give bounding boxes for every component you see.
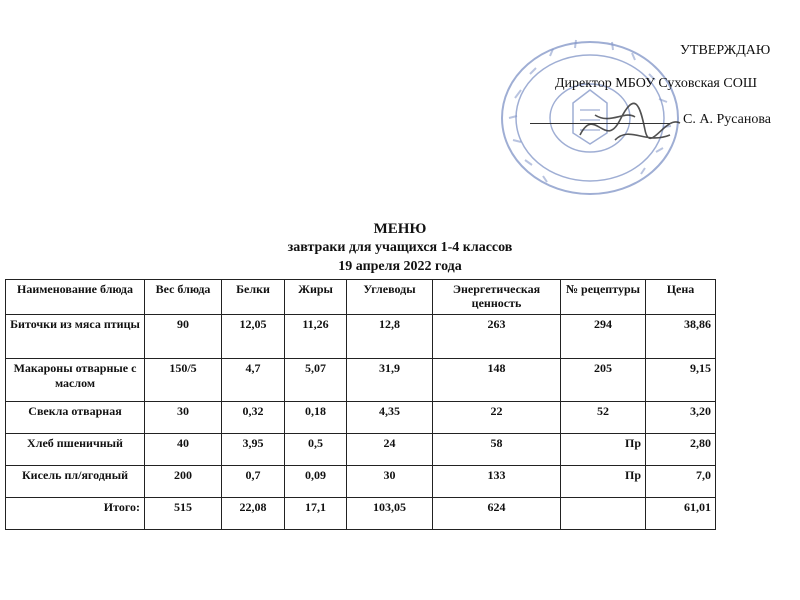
header-energy: Энергетическая ценность: [433, 280, 561, 315]
menu-table: [5, 279, 716, 530]
dish-weight: 200: [145, 466, 222, 498]
handwritten-signature: [575, 95, 685, 155]
header-fats: Жиры: [285, 280, 347, 315]
dish-fats: 11,26: [285, 315, 347, 359]
table-row: [6, 359, 716, 402]
approval-header: УТВЕРЖДАЮ: [680, 43, 771, 58]
dish-weight: 90: [145, 315, 222, 359]
dish-recipe-number: 294: [561, 315, 646, 359]
total-fats: 17,1: [285, 498, 347, 530]
dish-weight: 150/5: [145, 359, 222, 402]
dish-weight: 30: [145, 402, 222, 434]
dish-proteins: 0,7: [222, 466, 285, 498]
dish-price: 3,20: [646, 402, 716, 434]
dish-proteins: 3,95: [222, 434, 285, 466]
dish-price: 9,15: [646, 359, 716, 402]
dish-proteins: 12,05: [222, 315, 285, 359]
dish-price: 38,86: [646, 315, 716, 359]
total-weight: 515: [145, 498, 222, 530]
dish-recipe-number: Пр: [561, 434, 646, 466]
dish-fats: 0,09: [285, 466, 347, 498]
dish-proteins: 4,7: [222, 359, 285, 402]
header-recipe-number: № рецептуры: [561, 280, 646, 315]
table-row: [6, 466, 716, 498]
total-carbs: 103,05: [347, 498, 433, 530]
header-price: Цена: [646, 280, 716, 315]
dish-fats: 5,07: [285, 359, 347, 402]
dish-recipe-number: 52: [561, 402, 646, 434]
total-proteins: 22,08: [222, 498, 285, 530]
total-label: Итого:: [6, 498, 145, 530]
dish-energy: 22: [433, 402, 561, 434]
dish-name: Кисель пл/ягодный: [6, 466, 145, 498]
dish-recipe-number: Пр: [561, 466, 646, 498]
menu-title: МЕНЮ: [373, 221, 427, 237]
header-weight: Вес блюда: [145, 280, 222, 315]
dish-proteins: 0,32: [222, 402, 285, 434]
header-proteins: Белки: [222, 280, 285, 315]
total-recipe-number: [561, 498, 646, 530]
dish-name: Биточки из мяса птицы: [6, 315, 145, 359]
approval-position: Директор МБОУ Суховская СОШ: [555, 76, 757, 91]
dish-name: Макароны отварные с маслом: [6, 359, 145, 402]
dish-price: 2,80: [646, 434, 716, 466]
dish-energy: 133: [433, 466, 561, 498]
table-row: [6, 434, 716, 466]
menu-date: 19 апреля 2022 года: [338, 259, 462, 274]
signature-line: [530, 123, 670, 124]
dish-name: Свекла отварная: [6, 402, 145, 434]
total-row: [6, 498, 716, 530]
approval-signatory: С. А. Русанова: [683, 112, 771, 127]
dish-carbs: 4,35: [347, 402, 433, 434]
total-price: 61,01: [646, 498, 716, 530]
menu-subtitle: завтраки для учащихся 1-4 классов: [287, 240, 513, 255]
dish-recipe-number: 205: [561, 359, 646, 402]
dish-fats: 0,18: [285, 402, 347, 434]
dish-carbs: 31,9: [347, 359, 433, 402]
header-dish-name: Наименование блюда: [6, 280, 145, 315]
dish-energy: 148: [433, 359, 561, 402]
dish-weight: 40: [145, 434, 222, 466]
dish-name: Хлеб пшеничный: [6, 434, 145, 466]
dish-fats: 0,5: [285, 434, 347, 466]
header-carbs: Углеводы: [347, 280, 433, 315]
dish-price: 7,0: [646, 466, 716, 498]
dish-carbs: 24: [347, 434, 433, 466]
total-energy: 624: [433, 498, 561, 530]
dish-carbs: 12,8: [347, 315, 433, 359]
dish-carbs: 30: [347, 466, 433, 498]
table-row: [6, 402, 716, 434]
dish-energy: 263: [433, 315, 561, 359]
dish-energy: 58: [433, 434, 561, 466]
table-header-row: [6, 280, 716, 315]
table-row: [6, 315, 716, 359]
